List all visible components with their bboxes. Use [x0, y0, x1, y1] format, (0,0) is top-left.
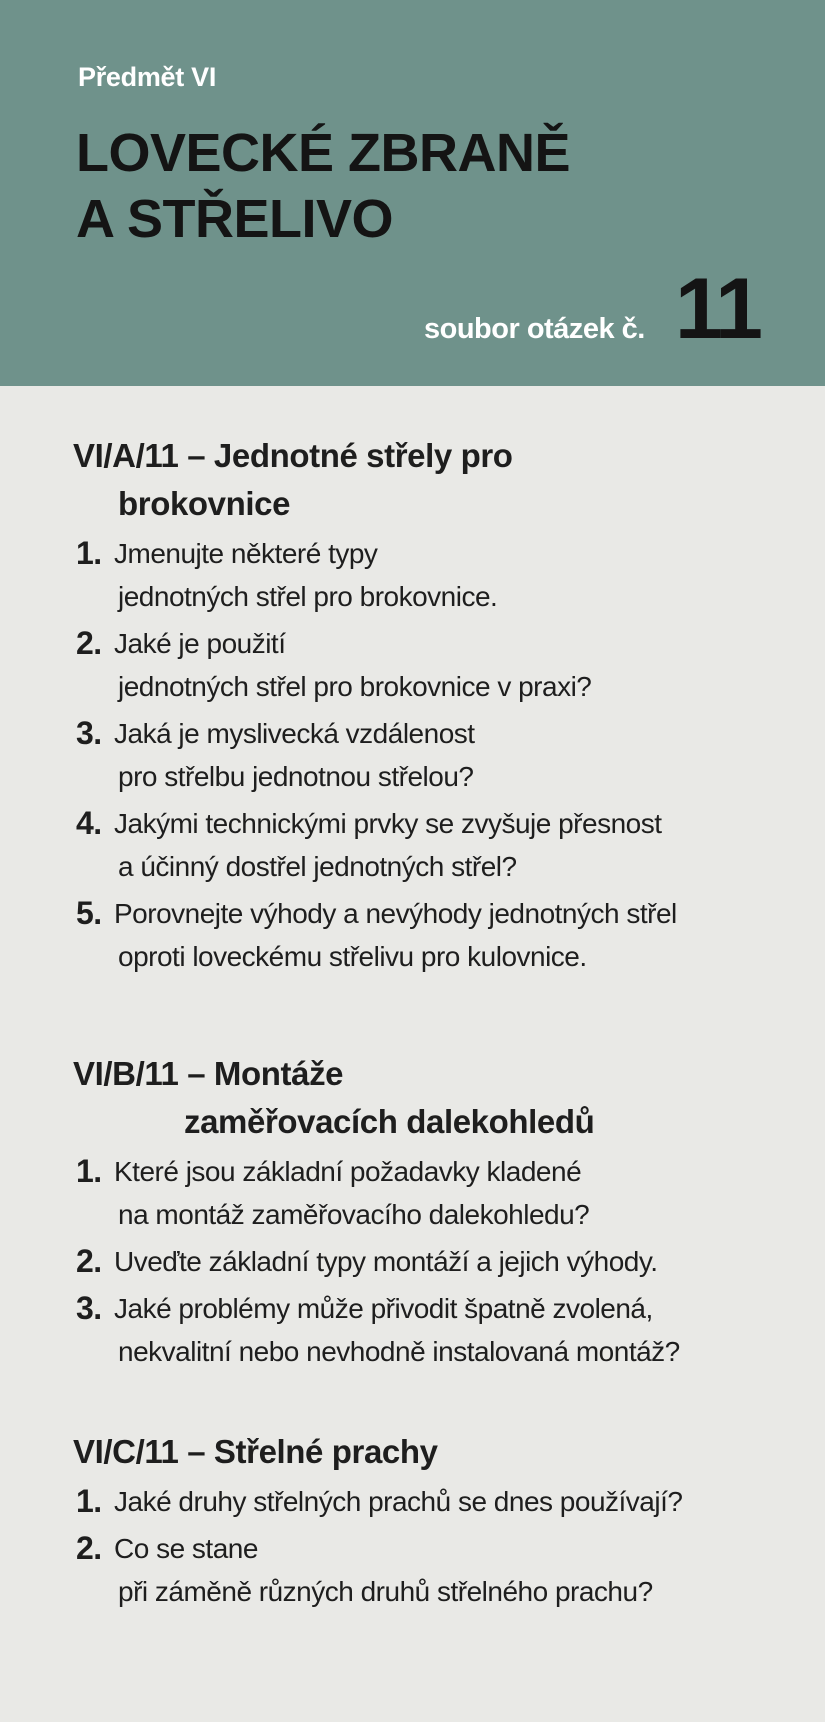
question-set-number: 11	[675, 261, 760, 357]
question-number: 2.	[76, 1530, 102, 1566]
list-item	[0, 1480, 825, 1523]
section-title-line: zaměřovacích dalekohledů	[184, 1103, 595, 1140]
question-number: 2.	[76, 1243, 102, 1279]
question-line: Jaká je myslivecká vzdálenost	[114, 718, 475, 749]
page-title-line: A STŘELIVO	[76, 189, 394, 249]
section-title	[0, 432, 825, 528]
section-title-line: VI/B/11 – Montáže	[73, 1055, 344, 1092]
question-line: Které jsou základní požadavky kladené	[114, 1156, 582, 1187]
list-item	[0, 1287, 825, 1373]
question-line: nekvalitní nebo nevhodně instalovaná montáž?	[118, 1336, 680, 1367]
page-title	[76, 120, 570, 252]
question-line: Uveďte základní typy montáží a jejich výhody.	[114, 1246, 658, 1277]
section-title-line: brokovnice	[118, 485, 291, 522]
question-line: Jaké druhy střelných prachů se dnes používají?	[114, 1486, 683, 1517]
section-title-line: VI/C/11 – Střelné prachy	[73, 1433, 438, 1470]
question-line: Jaké problémy může přivodit špatně zvolená,	[114, 1293, 653, 1324]
list-item	[0, 1240, 825, 1283]
question-number: 2.	[76, 625, 102, 661]
list-item	[0, 892, 825, 978]
question-line: Jakými technickými prvky se zvyšuje přesnost	[114, 808, 662, 839]
section-title	[0, 1428, 825, 1476]
section-a	[0, 432, 825, 978]
question-line: jednotných střel pro brokovnice v praxi?	[118, 671, 592, 702]
question-number: 5.	[76, 895, 102, 931]
list-item	[0, 712, 825, 798]
section-b	[0, 1050, 825, 1373]
question-number: 3.	[76, 1290, 102, 1326]
header-band	[0, 0, 825, 386]
list-item	[0, 1527, 825, 1613]
section-title-line: VI/A/11 – Jednotné střely pro	[73, 437, 513, 474]
page-title-line: LOVECKÉ ZBRANĚ	[76, 123, 571, 183]
question-line: a účinný dostřel jednotných střel?	[118, 851, 517, 882]
subject-label: Předmět VI	[78, 62, 217, 92]
section-title	[0, 1050, 825, 1146]
question-content	[0, 386, 825, 1722]
question-number: 3.	[76, 715, 102, 751]
question-set-label: soubor otázek č.	[424, 313, 645, 345]
question-line: Co se stane	[114, 1533, 258, 1564]
section-c	[0, 1428, 825, 1613]
question-number: 1.	[76, 1153, 102, 1189]
question-number: 1.	[76, 1483, 102, 1519]
list-item	[0, 802, 825, 888]
list-item	[0, 1150, 825, 1236]
question-line: Porovnejte výhody a nevýhody jednotných střel	[114, 898, 677, 929]
question-line: pro střelbu jednotnou střelou?	[118, 761, 474, 792]
question-line: Jaké je použití	[114, 628, 286, 659]
question-line: na montáž zaměřovacího dalekohledu?	[118, 1199, 590, 1230]
question-number: 4.	[76, 805, 102, 841]
question-line: oproti loveckému střelivu pro kulovnice.	[118, 941, 587, 972]
question-line: při záměně různých druhů střelného prachu?	[118, 1576, 653, 1607]
question-number: 1.	[76, 535, 102, 571]
question-list	[0, 1150, 825, 1373]
question-line: Jmenujte některé typy	[114, 538, 378, 569]
question-list	[0, 1480, 825, 1613]
question-line: jednotných střel pro brokovnice.	[118, 581, 498, 612]
question-list	[0, 532, 825, 978]
list-item	[0, 532, 825, 618]
list-item	[0, 622, 825, 708]
